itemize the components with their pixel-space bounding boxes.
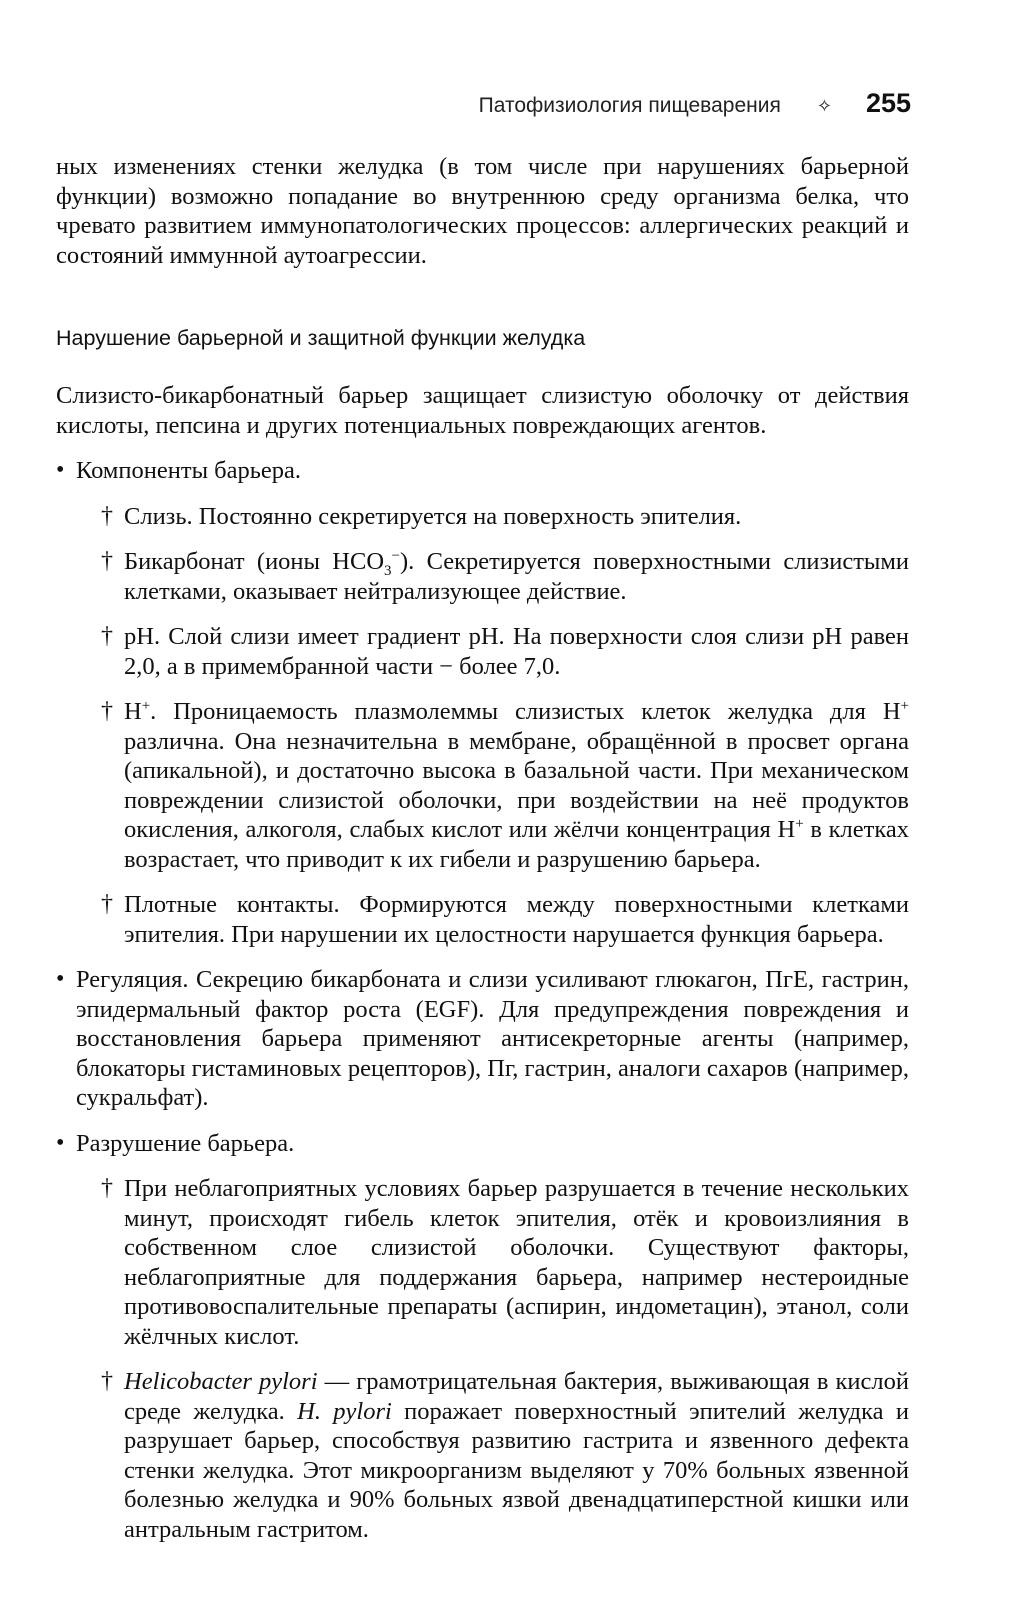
dagger-icon: † xyxy=(101,1175,113,1201)
destruction-label: Разрушение барьера. xyxy=(76,1129,295,1157)
list-item-regulation xyxy=(56,965,909,1113)
sublist-item-h-plus xyxy=(76,697,909,874)
dagger-icon: † xyxy=(101,891,113,917)
sublist-item-ph xyxy=(76,622,909,681)
bullet-icon: • xyxy=(56,966,65,992)
item-text: При неблагоприятных условиях барьер разрушается в течение нескольких минут, происходят гибель клеток эпителия, отёк и кровоизлияния в собственном слое слизистой оболочки. Существуют факторы, неблагоприятные для поддержания барьера, например нестероидные противовоспалительные препараты (аспирин, индометацин), этанол, соли жёлчных кислот. xyxy=(124,1175,909,1350)
components-label: Компоненты барьера. xyxy=(76,457,302,484)
page-number: 255 xyxy=(865,88,911,118)
item-text: H+. Проницаемость плазмолеммы слизистых клеток желудка для H+ различна. Она незначительна в мембране, обращённой в просвет органа (апикальной), и достаточно высока в базальной части. При механическом повреждении слизистой оболочки, при воздействии на неё продуктов окисления, алкоголя, слабых кислот или жёлчи концентрация H+ в клетках возрастает, что приводит к их гибели и разрушению барьера. xyxy=(124,697,910,873)
dagger-icon: † xyxy=(101,623,113,649)
main-list xyxy=(56,456,909,1544)
sublist-item-mucus xyxy=(76,502,909,532)
components-sublist xyxy=(76,502,909,950)
destruction-sublist xyxy=(76,1174,909,1544)
sublist-item-bicarbonate xyxy=(76,547,909,606)
item-text: Бикарбонат (ионы $HCO_3^-$). Секретируется поверхностными слизистыми клетками, оказывает нейтрализующее действие. xyxy=(124,547,909,605)
page-content xyxy=(56,152,909,1544)
item-text: Плотные контакты. Формируются между поверхностными клетками эпителия. При нарушении их целостности нарушается функция барьера. xyxy=(124,891,909,948)
dagger-icon: † xyxy=(101,548,113,574)
item-text: pH. Слой слизи имеет градиент pH. На поверхности слоя слизи pH равен 2,0, а в примембранной части − более 7,0. xyxy=(124,623,909,680)
bullet-icon: • xyxy=(56,457,65,483)
section-heading: Нарушение барьерной и защитной функции желудка xyxy=(56,326,586,350)
sublist-item-tight-junctions xyxy=(76,890,909,949)
sublist-item-unfavorable xyxy=(76,1174,909,1351)
page-header xyxy=(479,88,911,119)
dagger-icon: † xyxy=(101,698,113,724)
list-item-destruction xyxy=(56,1129,909,1545)
dagger-icon: † xyxy=(101,502,113,529)
item-text: Слизь. Постоянно секретируется на поверхность эпителия. xyxy=(124,502,742,530)
sublist-item-helicobacter xyxy=(76,1367,909,1544)
section-intro: Слизисто-бикарбонатный барьер защищает слизистую оболочку от действия кислоты, пепсина и других потенциальных повреждающих агентов. xyxy=(56,382,909,439)
item-text: Helicobacter pylori — грамотрицательная бактерия, выживающая в кислой среде желудка. H. pylori поражает поверхностный эпителий желудка и разрушает барьер, способствуя развитию гастрита и язвенного дефекта стенки желудка. Этот микроорганизм выделяют у 70% больных язвенной болезнью желудка и 90% больных язвой двенадцатиперстной кишки или антральным гастритом. xyxy=(124,1368,910,1543)
list-item-components xyxy=(56,456,909,949)
bullet-icon: • xyxy=(56,1129,65,1156)
intro-paragraph: ных изменениях стенки желудка (в том числе при нарушениях барьерной функции) возможно попадание во внутреннюю среду организма белка, что чревато развитием иммунопатологических процессов: аллергических реакций и состояний иммунной аутоагрессии. xyxy=(56,153,909,269)
dagger-icon: † xyxy=(101,1368,113,1394)
regulation-text: Регуляция. Секрецию бикарбоната и слизи усиливают глюкагон, ПгЕ, гастрин, эпидермальный фактор роста (EGF). Для предупреждения повреждения и восстановления барьера применяют антисекреторные агенты (например, блокаторы гистаминовых рецепторов), Пг, гастрин, аналоги сахаров (например, сукральфат). xyxy=(76,966,909,1111)
running-title: Патофизиология пищеварения xyxy=(478,94,781,117)
ornament-icon: ✧ xyxy=(816,96,832,116)
